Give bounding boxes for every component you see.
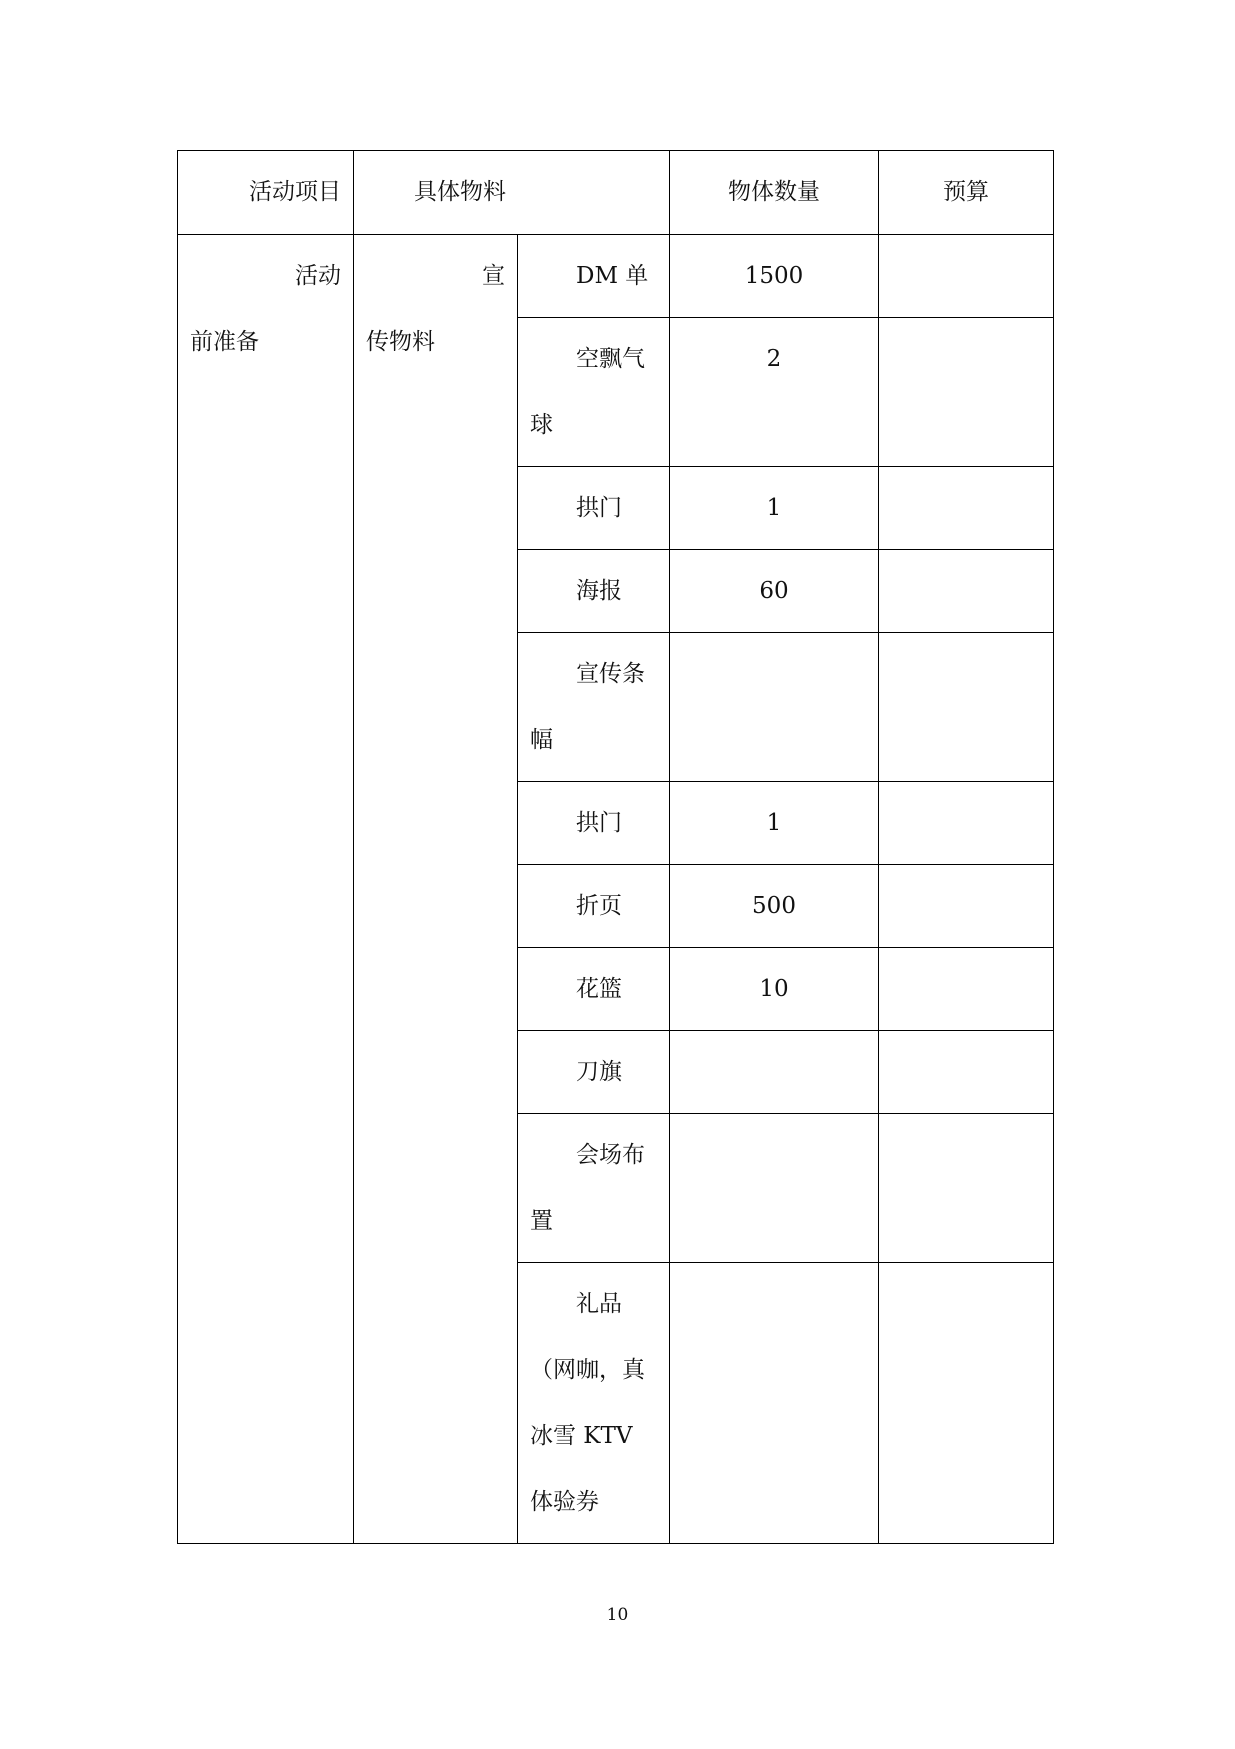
subcategory-line-2: 传物料 [366,329,435,355]
item-cell: DM 单 [518,235,670,318]
header-budget: 预算 [879,151,1054,235]
quantity-cell [670,1263,879,1544]
budget-cell [879,235,1054,318]
budget-cell [879,633,1054,782]
item-cell: 拱门 [518,782,670,865]
budget-cell [879,1031,1054,1114]
budget-cell [879,467,1054,550]
item-cell: 宣传条幅 [518,633,670,782]
quantity-cell [670,1114,879,1263]
category-line-1: 活动 [295,263,341,289]
table-row [178,235,1054,318]
quantity-cell: 10 [670,948,879,1031]
budget-cell [879,1263,1054,1544]
category-line-2: 前准备 [190,329,259,355]
quantity-cell: 500 [670,865,879,948]
budget-cell [879,948,1054,1031]
quantity-cell: 1 [670,782,879,865]
header-activity-item: 活动项目 [178,151,354,235]
budget-cell [879,550,1054,633]
quantity-cell [670,1031,879,1114]
quantity-cell: 60 [670,550,879,633]
header-quantity: 物体数量 [670,151,879,235]
header-row [178,151,1054,235]
budget-cell [879,1114,1054,1263]
item-cell: 空飘气球 [518,318,670,467]
item-cell: 会场布置 [518,1114,670,1263]
budget-cell [879,865,1054,948]
item-cell: 刀旗 [518,1031,670,1114]
item-cell: 海报 [518,550,670,633]
budget-cell [879,318,1054,467]
item-cell: 拱门 [518,467,670,550]
page-number: 10 [606,1605,629,1625]
item-cell: 礼品（网咖，真冰雪 KTV 体验券 [518,1263,670,1544]
budget-table [177,150,1054,1544]
quantity-cell [670,633,879,782]
subcategory-line-1: 宣 [482,263,505,289]
item-cell: 花篮 [518,948,670,1031]
header-material: 具体物料 [354,151,670,235]
quantity-cell: 1500 [670,235,879,318]
category-cell [178,235,354,1544]
quantity-cell: 2 [670,318,879,467]
budget-cell [879,782,1054,865]
subcategory-cell [354,235,518,1544]
quantity-cell: 1 [670,467,879,550]
item-cell: 折页 [518,865,670,948]
